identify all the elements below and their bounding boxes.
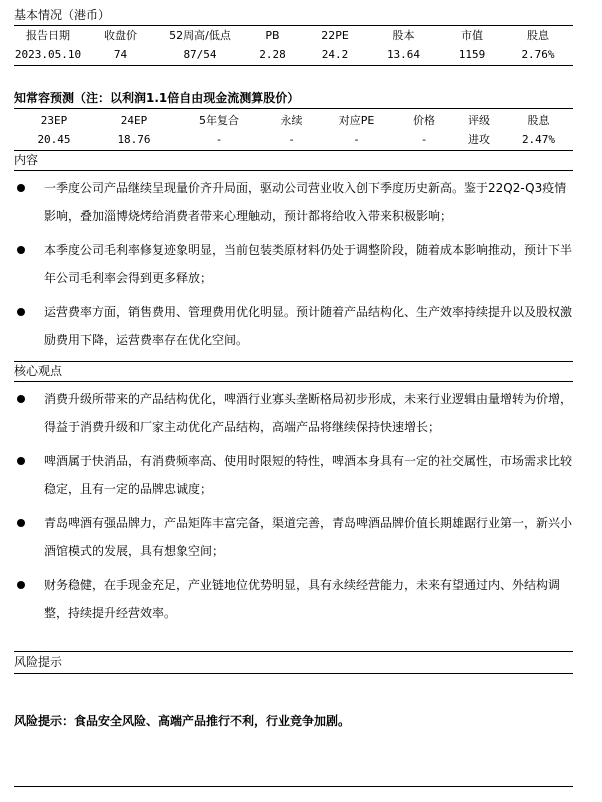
list-item — [14, 447, 574, 503]
header-cell: 价格 — [413, 114, 435, 127]
header-cell: 23EP — [40, 114, 68, 127]
basic-info-table — [14, 26, 573, 64]
list-item — [14, 298, 574, 354]
core-list — [14, 385, 574, 627]
divider — [14, 150, 573, 151]
content-list — [14, 174, 574, 354]
divider — [14, 361, 573, 362]
header-cell: 市值 — [461, 29, 483, 42]
list-item — [14, 509, 574, 565]
header-cell: 永续 — [280, 114, 303, 127]
header-cell: 52周高/低点 — [169, 29, 231, 42]
list-item-text: 一季度公司产品继续呈现量价齐升局面，驱动公司营业收入创下季度历史新高。鉴于22Q2-Q3疫情影响，叠加淄博烧烤给消费者带来心理触动，预计都将给收入带来积极影响； — [44, 181, 567, 223]
divider — [14, 65, 573, 66]
forecast-title: 知常容预测（注：以利润1.1倍自由现金流测算股价） — [14, 91, 300, 105]
value-cell: 1159 — [458, 48, 486, 61]
risk-text: 风险提示：食品安全风险、高端产品推行不利，行业竞争加剧。 — [14, 714, 351, 728]
header-cell: 股本 — [392, 29, 415, 42]
value-cell: - — [215, 133, 223, 146]
list-item — [14, 236, 574, 292]
value-cell: 2.28 — [259, 48, 286, 61]
bullet-icon — [17, 581, 25, 589]
value-cell: - — [288, 133, 295, 146]
list-item — [14, 385, 574, 441]
divider — [14, 381, 573, 382]
list-item-text: 青岛啤酒有强品牌力，产品矩阵丰富完备，渠道完善，青岛啤酒品牌价值长期雄踞行业第一，新兴小酒馆模式的发展，具有想象空间； — [44, 516, 573, 558]
header-cell: 评级 — [468, 114, 490, 127]
bullet-icon — [17, 246, 25, 254]
list-item — [14, 571, 574, 627]
list-item-text: 消费升级所带来的产品结构优化，啤酒行业寡头垄断格局初步形成，未来行业逻辑由量增转为价增，得益于消费升级和厂家主动优化产品结构，高端产品将继续保持快速增长； — [44, 392, 573, 434]
value-cell: 24.2 — [321, 48, 349, 61]
table-row — [14, 130, 573, 149]
header-cell: PB — [265, 29, 280, 42]
list-item — [14, 174, 574, 230]
value-cell: 87/54 — [183, 48, 217, 61]
header-cell: 股息 — [527, 29, 549, 42]
list-item-text: 本季度公司毛利率修复迹象明显，当前包装类原材料仍处于调整阶段，随着成本影响推动，预计下半年公司毛利率会得到更多释放； — [44, 243, 573, 285]
value-cell: - — [353, 133, 360, 146]
value-cell: 2.47% — [521, 133, 556, 146]
header-cell: 对应PE — [338, 114, 375, 127]
value-cell: 2.76% — [521, 48, 555, 61]
header-cell: 报告日期 — [26, 29, 70, 42]
list-item-text: 运营费率方面，销售费用、管理费用优化明显。预计随着产品结构化、生产效率持续提升以及股权激励费用下降，运营费率存在优化空间。 — [44, 305, 573, 347]
list-item-text: 财务稳健，在手现金充足，产业链地位优势明显，具有永续经营能力，未来有望通过内、外结构调整，持续提升经营效率。 — [44, 578, 561, 620]
header-cell: 5年复合 — [199, 114, 239, 127]
value-cell: 74 — [113, 48, 128, 61]
table-header-row — [14, 26, 573, 45]
divider — [14, 786, 573, 787]
bullet-icon — [17, 308, 25, 316]
risk-title: 风险提示 — [14, 655, 63, 669]
divider — [14, 651, 573, 652]
table-header-row — [14, 111, 573, 130]
basic-info-title: 基本情况（港币） — [14, 8, 111, 22]
value-cell: 18.76 — [117, 133, 151, 146]
value-cell: 20.45 — [37, 133, 71, 146]
table-row — [14, 45, 573, 64]
bullet-icon — [17, 184, 25, 192]
header-cell: 22PE — [321, 29, 349, 42]
header-cell: 收盘价 — [104, 29, 137, 42]
bullet-icon — [17, 457, 25, 465]
forecast-table — [14, 111, 573, 149]
bullet-icon — [17, 395, 25, 403]
divider — [14, 673, 573, 674]
list-item-text: 啤酒属于快消品，有消费频率高、使用时限短的特性，啤酒本身具有一定的社交属性，市场需求比较稳定，且有一定的品牌忠诚度； — [44, 454, 573, 496]
header-cell: 股息 — [527, 114, 550, 127]
value-cell: - — [420, 133, 428, 146]
value-cell: 进攻 — [468, 133, 490, 146]
bullet-icon — [17, 519, 25, 527]
core-title: 核心观点 — [14, 364, 63, 378]
value-cell: 13.64 — [386, 48, 421, 61]
content-title: 内容 — [14, 153, 39, 167]
divider — [14, 108, 573, 109]
header-cell: 24EP — [120, 114, 148, 127]
value-cell: 2023.05.10 — [14, 48, 82, 61]
divider — [14, 170, 573, 171]
